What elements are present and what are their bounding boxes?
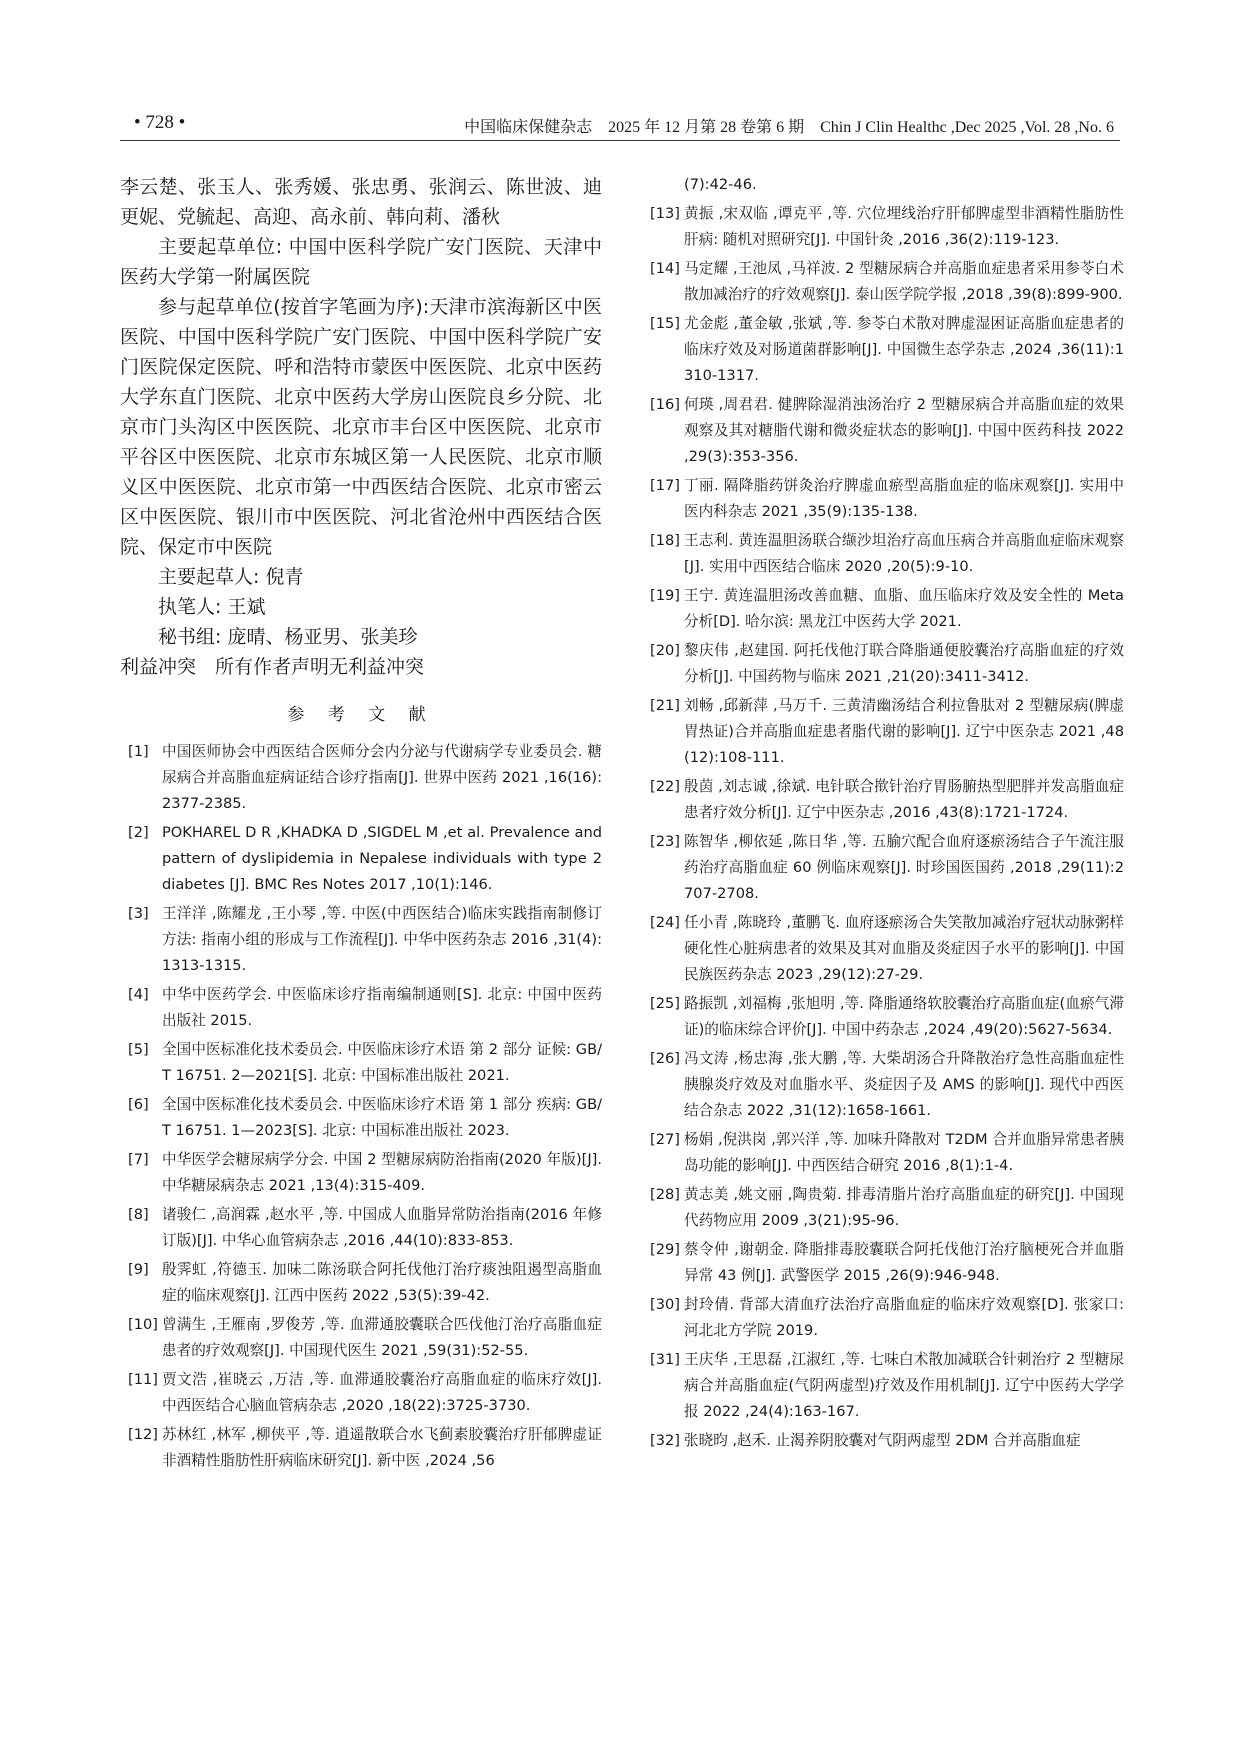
reference-number: [13] [650,205,680,222]
reference-number: [26] [650,1050,680,1067]
reference-number: [21] [650,697,680,714]
reference-item [642,774,1124,826]
reference-text: 黎庆伟 ,赵建国. 阿托伐他汀联合降脂通便胶囊治疗高脂血症的疗效分析[J]. 中国药物与临床 2021 ,21(20):3411-3412. [684,642,1124,685]
reference-item [642,528,1124,580]
reference-text: 丁丽. 隔降脂药饼灸治疗脾虚血瘀型高脂血症的临床观察[J]. 实用中医内科杂志 2021 ,35(9):135-138. [684,477,1124,520]
reference-item [642,1182,1124,1234]
reference-number: [23] [650,833,680,850]
right-column [642,172,1124,1457]
reference-item [642,910,1124,988]
page-header [120,112,1120,141]
reference-item [120,1367,602,1419]
reference-text: 冯文涛 ,杨忠海 ,张大鹏 ,等. 大柴胡汤合升降散治疗急性高脂血症性胰腺炎疗效及对血脂水平、炎症因子及 AMS 的影响[J]. 现代中西医结合杂志 2022 ,31(12):1658-1661. [684,1050,1124,1119]
reference-number: [12] [128,1426,158,1443]
references-heading: 参 考 文 献 [287,705,435,725]
reference-item [642,583,1124,635]
reference-text: 王宁. 黄连温胆汤改善血糖、血脂、血压临床疗效及安全性的 Meta 分析[D]. 哈尔滨: 黑龙江中医药大学 2021. [684,587,1124,630]
reference-item [120,982,602,1034]
reference-number: [28] [650,1186,680,1203]
reference-text: 黄志美 ,姚文丽 ,陶贵菊. 排毒清脂片治疗高脂血症的研究[J]. 中国现代药物应用 2009 ,3(21):95-96. [684,1186,1124,1229]
reference-number: [16] [650,396,680,413]
reference-item [642,1237,1124,1289]
paragraph: 参与起草单位(按首字笔画为序):天津市滨海新区中医医院、中国中医科学院广安门医院、中国中医科学院广安门医院保定医院、呼和浩特市蒙医中医医院、北京中医药大学东直门医院、北京中医药大学房山医院良乡分院、北京市门头沟区中医医院、北京市丰台区中医医院、北京市平谷区中医医院、北京市东城区第一人民医院、北京市顺义区中医医院、北京市第一中西医结合医院、北京市密云区中医医院、银川市中医医院、河北省沧州中西医结合医院、保定市中医院 [120,296,602,558]
reference-text: 杨娟 ,倪洪岗 ,郭兴洋 ,等. 加味升降散对 T2DM 合并血脂异常患者胰岛功能的影响[J]. 中西医结合研究 2016 ,8(1):1-4. [684,1131,1124,1174]
reference-text: 张晓昀 ,赵禾. 止渴养阴胶囊对气阴两虚型 2DM 合并高脂血症 [684,1432,1081,1449]
reference-number: [29] [650,1241,680,1258]
reference-item [120,1422,602,1474]
reference-text: 路振凯 ,刘福梅 ,张旭明 ,等. 降脂通络软胶囊治疗高脂血症(血瘀气滞证)的临床综合评价[J]. 中国中药杂志 ,2024 ,49(20):5627-5634. [684,995,1124,1038]
reference-number: [7] [128,1151,149,1168]
reference-number: [2] [128,824,149,841]
reference-number: [17] [650,477,680,494]
reference-text: 马定耀 ,王池凤 ,马祥波. 2 型糖尿病合并高脂血症患者采用参苓白术散加减治疗的疗效观察[J]. 泰山医学院学报 ,2018 ,39(8):899-900. [684,260,1124,303]
reference-number: [24] [650,914,680,931]
reference-number: [15] [650,315,680,332]
reference-number: [14] [650,260,680,277]
reference-number: [19] [650,587,680,604]
reference-item [120,739,602,817]
reference-text: 刘畅 ,邱新萍 ,马万千. 三黄清幽汤结合利拉鲁肽对 2 型糖尿病(脾虚胃热证)合并高脂血症患者脂代谢的影响[J]. 辽宁中医杂志 2021 ,48(12):108-111. [684,697,1124,766]
reference-number: [18] [650,532,680,549]
reference-item [642,256,1124,308]
reference-text: 中国医师协会中西医结合医师分会内分泌与代谢病学专业委员会. 糖尿病合并高脂血症病证结合诊疗指南[J]. 世界中医药 2021 ,16(16):2377-2385. [162,743,602,812]
reference-item [120,1257,602,1309]
reference-item [642,1127,1124,1179]
reference-text: 中华中医药学会. 中医临床诊疗指南编制通则[S]. 北京: 中国中医药出版社 2015. [162,986,602,1029]
reference-item [642,829,1124,907]
reference-number: [30] [650,1296,680,1313]
reference-continuation-text: (7):42-46. [684,176,757,193]
reference-text: 中华医学会糖尿病学分会. 中国 2 型糖尿病防治指南(2020 年版)[J]. 中华糖尿病杂志 2021 ,13(4):315-409. [162,1151,602,1194]
reference-number: [3] [128,905,149,922]
reference-item [642,638,1124,690]
reference-number: [22] [650,778,680,795]
reference-text: 诸骏仁 ,高润霖 ,赵水平 ,等. 中国成人血脂异常防治指南(2016 年修订版)[J]. 中华心血管病杂志 ,2016 ,44(10):833-853. [162,1206,602,1249]
paragraph: 秘书组: 庞晴、杨亚男、张美珍 [158,626,418,648]
left-column [120,172,602,1477]
reference-text: POKHAREL D R ,KHADKA D ,SIGDEL M ,et al. Prevalence and pattern of dyslipidemia in Nepalese individuals with type 2 diabetes [J]. BMC Res Notes 2017 ,10(1):146. [162,824,602,893]
reference-number: [6] [128,1096,149,1113]
reference-item [120,820,602,898]
reference-text: 贾文浩 ,崔晓云 ,万洁 ,等. 血滞通胶囊治疗高脂血症的临床疗效[J]. 中西医结合心脑血管病杂志 ,2020 ,18(22):3725-3730. [162,1371,602,1414]
running-head: 中国临床保健杂志 2025 年 12 月第 28 卷第 6 期 Chin J Clin Healthc ,Dec 2025 ,Vol. 28 ,No. 6 [464,119,1114,136]
reference-text: 殷霁虹 ,符德玉. 加味二陈汤联合阿托伐他汀治疗痰浊阻遏型高脂血症的临床观察[J]. 江西中医药 2022 ,53(5):39-42. [162,1261,602,1304]
reference-text: 苏林红 ,林军 ,柳侠平 ,等. 逍遥散联合水飞蓟素胶囊治疗肝郁脾虚证非酒精性脂肪性肝病临床研究[J]. 新中医 ,2024 ,56 [162,1426,602,1469]
paragraph: 利益冲突 所有作者声明无利益冲突 [120,656,425,678]
reference-item [642,1292,1124,1344]
reference-item [120,1202,602,1254]
reference-text: 任小青 ,陈晓玲 ,董鹏飞. 血府逐瘀汤合失笑散加减治疗冠状动脉粥样硬化性心脏病患者的效果及其对血脂及炎症因子水平的影响[J]. 中国民族医药杂志 2023 ,29(12):27-29. [684,914,1124,983]
reference-item [120,1312,602,1364]
reference-item [120,1147,602,1199]
reference-text: 何瑛 ,周君君. 健脾除湿消浊汤治疗 2 型糖尿病合并高脂血症的效果观察及其对糖脂代谢和微炎症状态的影响[J]. 中国中医药科技 2022 ,29(3):353-356. [684,396,1124,465]
reference-text: 全国中医标准化技术委员会. 中医临床诊疗术语 第 2 部分 证候: GB/T 16751. 2—2021[S]. 北京: 中国标准出版社 2021. [162,1041,602,1084]
reference-number: [4] [128,986,149,1003]
paragraph: 李云楚、张玉人、张秀媛、张忠勇、张润云、陈世波、迪更妮、党毓起、高迎、高永前、韩向莉、潘秋 [120,176,602,228]
reference-item [642,311,1124,389]
reference-text: 蔡令仲 ,谢朝金. 降脂排毒胶囊联合阿托伐他汀治疗脑梗死合并血脂异常 43 例[J]. 武警医学 2015 ,26(9):946-948. [684,1241,1124,1284]
reference-text: 王志利. 黄连温胆汤联合缬沙坦治疗高血压病合并高脂血症临床观察[J]. 实用中西医结合临床 2020 ,20(5):9-10. [684,532,1124,575]
reference-item [642,1428,1124,1454]
reference-number: [32] [650,1432,680,1449]
reference-item [642,693,1124,771]
reference-item [642,1046,1124,1124]
paragraph: 主要起草人: 倪青 [158,566,304,588]
reference-item [120,1037,602,1089]
reference-text: 曾满生 ,王雁南 ,罗俊芳 ,等. 血滞通胶囊联合匹伐他汀治疗高脂血症患者的疗效观察[J]. 中国现代医生 2021 ,59(31):52-55. [162,1316,602,1359]
reference-text: 王洋洋 ,陈耀龙 ,王小琴 ,等. 中医(中西医结合)临床实践指南制修订方法: 指南小组的形成与工作流程[J]. 中华中医药杂志 2016 ,31(4):1313-1315. [162,905,602,974]
reference-list-right [642,201,1124,1454]
reference-text: 全国中医标准化技术委员会. 中医临床诊疗术语 第 1 部分 疾病: GB/T 16751. 1—2023[S]. 北京: 中国标准出版社 2023. [162,1096,602,1139]
reference-item [642,201,1124,253]
paragraph: 执笔人: 王斌 [158,596,266,618]
reference-number: [31] [650,1351,680,1368]
reference-list-left [120,739,602,1474]
reference-number: [1] [128,743,149,760]
reference-number: [10] [128,1316,158,1333]
reference-item [642,1347,1124,1425]
reference-text: 陈智华 ,柳依延 ,陈日华 ,等. 五腧穴配合血府逐瘀汤结合子午流注服药治疗高脂血症 60 例临床观察[J]. 时珍国医国药 ,2018 ,29(11):2707-2708. [684,833,1124,902]
reference-text: 王庆华 ,王思磊 ,江淑红 ,等. 七味白术散加减联合针刺治疗 2 型糖尿病合并高脂血症(气阴两虚型)疗效及作用机制[J]. 辽宁中医药大学学报 2022 ,24(4):163-167. [684,1351,1124,1420]
reference-number: [5] [128,1041,149,1058]
reference-item [120,901,602,979]
paragraph: 主要起草单位: 中国中医科学院广安门医院、天津中医药大学第一附属医院 [120,236,602,288]
reference-item [120,1092,602,1144]
reference-number: [20] [650,642,680,659]
reference-item [642,991,1124,1043]
page-number: • 728 • [134,112,186,133]
reference-number: [9] [128,1261,149,1278]
reference-number: [8] [128,1206,149,1223]
reference-item [642,392,1124,470]
reference-number: [27] [650,1131,680,1148]
reference-text: 封玲倩. 背部大清血疗法治疗高脂血症的临床疗效观察[D]. 张家口: 河北北方学院 2019. [684,1296,1124,1339]
reference-number: [11] [128,1371,158,1388]
reference-text: 殷茵 ,刘志诚 ,徐斌. 电针联合揿针治疗胃肠腑热型肥胖并发高脂血症患者疗效分析[J]. 辽宁中医杂志 ,2016 ,43(8):1721-1724. [684,778,1124,821]
reference-text: 尤金彪 ,董金敏 ,张斌 ,等. 参苓白术散对脾虚湿困证高脂血症患者的临床疗效及对肠道菌群影响[J]. 中国微生态学杂志 ,2024 ,36(11):1310-1317. [684,315,1124,384]
reference-continuation [642,172,1124,198]
reference-item [642,473,1124,525]
reference-text: 黄振 ,宋双临 ,谭克平 ,等. 穴位埋线治疗肝郁脾虚型非酒精性脂肪性肝病: 随机对照研究[J]. 中国针灸 ,2016 ,36(2):119-123. [684,205,1124,248]
reference-number: [25] [650,995,680,1012]
front-matter [120,172,602,682]
